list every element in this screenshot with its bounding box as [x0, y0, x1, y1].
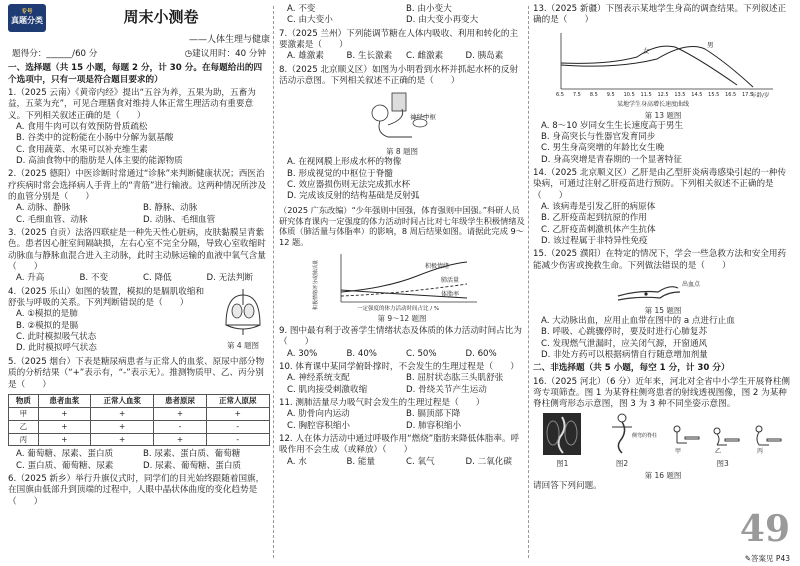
option: B. 谷类中的淀粉能在小肠中分解为氨基酸 [16, 133, 174, 144]
curved-spine-diagram [602, 413, 657, 455]
option: A. 雄激素 [287, 51, 324, 62]
figure-caption: 第 8 题图 [385, 147, 419, 157]
table-cell: 乙 [9, 420, 39, 433]
table-header-row [9, 394, 270, 407]
question-12 [279, 434, 525, 468]
question-16 [533, 377, 793, 493]
x-tick-label: 11.5 [640, 91, 652, 98]
question-14 [533, 168, 793, 247]
column-divider [528, 6, 529, 558]
question-stem: 3.（2025 自贡）法洛四联症是一种先天性心脏病，皮肤黏膜呈青紫色。患者因心脏室间隔缺损，左右心室不完全分隔，导致心室收缩时动脉血与静脉血混合进入主动脉，此时主动脉运输的血液中氧气含量（ ） [8, 228, 266, 273]
question-stem: 7.（2025 兰州）下列能调节糖在人体内吸收、利用和转化的主要激素是（ ） [279, 28, 519, 51]
series-label-positive-emotion: 积极情绪 [425, 262, 450, 270]
option: D. 胰岛素 [465, 51, 504, 62]
option: D. 身高突增是青春期的一个显著特征 [541, 154, 682, 165]
option: B. 生长激素 [346, 51, 393, 62]
column-left [8, 4, 270, 510]
question-tail: 请回答下列问题。 [533, 480, 602, 491]
reflex-arc-illustration [342, 89, 462, 145]
question-stem: 14.（2025 北京顺义区）乙肝是由乙型肝炎病毒感染引起的一种传染病，可通过注射乙肝疫苗进行预防。下列相关叙述不正确的是（ ） [533, 167, 787, 201]
option: D. 骨绕关节产生运动 [406, 384, 487, 395]
option: B. ②模拟的是膈 [16, 320, 79, 331]
x-tick-label: 16.5 [725, 91, 737, 98]
question-stem: 12. 人在体力活动中通过呼吸作用“燃烧”脂肪来降低体脂率。呼吸作用不会生成（或释放）（ ） [279, 433, 520, 456]
option: D. 完成该反射的结构基础是反射弧 [287, 191, 420, 202]
series-label-body-fat: 体脂率 [441, 290, 460, 298]
question-stem: 6.（2025 新乡）举行升旗仪式时，同学们的目光始终跟随着国旗，在国旗由低部升到顶端的过程中，人眼中晶状体曲度的变化趋势是（ ） [8, 474, 265, 507]
x-tick-label: 14.5 [691, 91, 703, 98]
question-stem: 9. 图中最有利于改善学生情绪状态及体质的体力活动时间占比为（ ） [279, 325, 522, 348]
option: C. 肌肉接受刺激收缩 [287, 384, 368, 395]
x-tick-label: 6.5 [556, 91, 564, 98]
question-10 [279, 362, 525, 396]
figure-caption: 第 9～12 题图 [377, 313, 427, 323]
question-stem: 11. 测肺活量尽力吸气时会发生的生理过程是（ ） [279, 397, 485, 408]
answer-reference: ✎答案见 P43 [744, 554, 790, 564]
question-stem: 13.（2025 新疆）下图表示某地学生身高的调查结果。下列叙述正确的是（ ） [533, 4, 787, 26]
question-11 [279, 398, 525, 432]
option: A. 葡萄糖、尿素、蛋白质 [16, 449, 114, 460]
figure-label: 图1 [556, 459, 569, 469]
table-cell: + [154, 407, 206, 420]
bleeding-point-label: 出血点 [682, 281, 701, 289]
table-cell: + [91, 407, 154, 420]
x-tick-label: 15.5 [708, 91, 720, 98]
option: C. 50% [406, 348, 437, 359]
question-stem: 10. 体育课中某同学俯卧撑时，不会发生的生理过程是（ ） [279, 361, 519, 372]
table-cell: + [38, 420, 90, 433]
table-header-cell: 患者原尿 [154, 394, 206, 407]
option: A. 神经系统支配 [287, 373, 350, 384]
option: B. 乙肝疫苗起到抗原的作用 [541, 213, 647, 224]
question-stem: 8.（2025 北京顺义区）如图为小明看到水杯并抓起水杯的反射活动示意图。下列相关叙述不正确的是（ ） [279, 64, 519, 87]
score-bar [8, 49, 270, 60]
table-cell: - [154, 420, 206, 433]
figure-label: 图2 [615, 459, 629, 469]
option: B. 屈肘状态肱三头肌舒张 [406, 373, 504, 384]
table-row [9, 407, 270, 420]
figure-caption: 第 16 题图 [644, 470, 682, 480]
option: A. 动脉、静脉 [16, 203, 71, 214]
question-stem: 16.（2025 河北）（6 分）近年来，河北对全省中小学生开展脊柱侧弯专项筛查。图 1 为某脊柱侧弯患者的射线透视图像，图 2 为某种脊柱侧弯形态示意图，图 3 为 3 种不同坐姿示意图。 [533, 376, 791, 410]
posture-label: 丙 [756, 447, 763, 455]
category-badge [8, 4, 46, 32]
option: B. 40% [346, 348, 377, 359]
question-2 [8, 169, 270, 226]
spine-label: 侧弯的脊柱 [631, 432, 657, 439]
table-cell: - [206, 420, 269, 433]
pen-icon: ✎ [744, 554, 752, 564]
chart-x-label: 一定强度的体力活动时间占比 / % [357, 305, 440, 312]
table-cell: 丙 [9, 433, 39, 446]
bleeding-leg-illustration [608, 274, 718, 304]
page-subtitle: ——人体生理与健康 [188, 35, 270, 45]
option: D. 二氧化碳 [465, 456, 512, 467]
option: A. 肋骨向内运动 [287, 409, 350, 420]
table-cell: + [38, 407, 90, 420]
option: A. 该病毒是引发乙肝的病原体 [541, 201, 656, 212]
x-tick-label: 8.5 [589, 91, 598, 98]
x-tick-label: 13.5 [674, 91, 686, 98]
table-cell: - [206, 433, 269, 446]
question-4 [8, 287, 270, 355]
option: B. 由小变大 [406, 4, 452, 14]
option: D. 肺容积缩小 [406, 420, 462, 431]
option: A. 水 [287, 456, 307, 467]
option: B. 尿素、蛋白质、葡萄糖 [143, 449, 241, 460]
option: D. 高油食物中的脂肪是人体主要的能源物质 [16, 155, 183, 166]
option: D. 无法判断 [206, 273, 253, 284]
column-divider [273, 6, 274, 558]
score-field: 题得分：______/60 分 [12, 48, 98, 59]
activity-chart-figure [279, 250, 525, 324]
page-title: 周末小测卷 [123, 8, 199, 26]
figure-label: 图3 [716, 459, 729, 469]
option: C. 食用蔬菜、水果可以补充维生素 [16, 144, 148, 155]
option: A. 30% [287, 348, 318, 359]
question-6-options [279, 4, 525, 27]
badge-main-text: 真题分类 [11, 16, 43, 26]
option: C. 此时模拟吸气状态 [16, 332, 97, 343]
option: C. 乙肝疫苗刺激机体产生抗体 [541, 224, 656, 235]
option: B. 形成视觉的中枢位于脊髓 [287, 168, 393, 179]
table-row [9, 433, 270, 446]
option: B. 静脉、动脉 [143, 203, 198, 214]
posture-label: 甲 [674, 447, 681, 455]
option: C. 发现燃气泄漏时，应关闭气源，开窗通风 [541, 338, 708, 349]
section-nonchoice-heading: 二、非选择题（共 5 小题，每空 1 分，计 30 分） [533, 363, 730, 374]
chart-title: 某地学生身高增长速度曲线 [617, 100, 690, 108]
x-axis-ticks [556, 92, 753, 98]
option: D. 尿素、葡萄糖、蛋白质 [143, 460, 242, 471]
option: C. 毛细血管、动脉 [16, 214, 88, 225]
option: C. 降低 [143, 273, 172, 284]
figure-caption: 第 15 题图 [644, 306, 682, 316]
question-7 [279, 29, 525, 63]
option: D. 由大变小再变大 [406, 15, 479, 26]
column-right [533, 4, 793, 494]
activity-effect-chart [313, 250, 487, 312]
option: D. 非处方药可以根据病情自行随意增加剂量 [541, 349, 708, 360]
option: C. 由大变小 [287, 15, 333, 26]
table-header-cell: 患者血浆 [38, 394, 90, 407]
option: A. 升高 [16, 273, 45, 284]
nerve-center-label: 神经中枢 [410, 113, 436, 122]
chart-y-label: 积极情绪评分或肺活量 [313, 259, 319, 310]
header [8, 4, 270, 32]
option: A. 不变 [287, 4, 316, 14]
section-choice-heading: 一、选择题（共 15 小题，每题 2 分，计 30 分。在每题给出的四个选项中，只有一项是符合题目要求的） [8, 63, 263, 85]
option: B. 呼吸、心跳骤停时，要及时进行心肺复苏 [541, 327, 708, 338]
question-stem: 5.（2025 烟台）下表是糖尿病患者与正常人的血浆、原尿中部分物质的分析结果（“+”表示有，“-”表示无）。推测物质甲、乙、丙分别是（ ） [8, 356, 265, 390]
table-cell: + [91, 433, 154, 446]
clock-icon: ◷ [184, 48, 193, 59]
question-stem: 2.（2025 德阳）中医诊断时常通过“诊脉”来判断健康状况；西医治疗疾病时常会选择病人手背上的“青筋”进行输液。这两种情况所涉及的血管分别是（ ） [8, 169, 267, 202]
question-13 [533, 4, 793, 166]
question-9 [279, 326, 525, 360]
option: C. 雌激素 [406, 51, 444, 62]
table-cell: 甲 [9, 407, 39, 420]
badge-top-text: 专号 [21, 9, 33, 16]
option: C. 效应器损伤则无法完成抓水杯 [287, 179, 411, 190]
question-stem: 4.（2025 乐山）如图的装置，模拟的是膈肌收缩和舒张与呼吸的关系。下列判断错误的是（ ） [8, 286, 205, 309]
option: B. 膈顶部下降 [406, 409, 461, 420]
x-axis-label: 年龄/岁 [751, 92, 770, 99]
option: C. 蛋白质、葡萄糖、尿素 [16, 460, 114, 471]
page-number-large: 49 [739, 508, 790, 551]
option: A. 8～10 岁同女生生长速度高于男生 [541, 120, 684, 131]
table-cell: + [91, 420, 154, 433]
table-row [9, 420, 270, 433]
option: C. 氧气 [406, 456, 435, 467]
table-cell: + [206, 407, 269, 420]
reading-passage: （2025 广东改编）“少年强则中国强，体育强则中国强。”科研人员研究体育课内一定强度的体力活动时间占比对七年级学生积极情绪及体质（肺活量与体脂率）的影响，8 周后结果如图。请据此完成 9～12 题。 [279, 204, 525, 248]
option: C. 男生身高突增的年龄比女生晚 [541, 143, 665, 154]
option: B. 不变 [79, 273, 109, 284]
x-tick-label: 9.5 [606, 91, 615, 98]
table-header-cell: 正常人原尿 [206, 394, 269, 407]
question-stem: 15.（2025 濮阳）在特定的情况下，学会一些急救方法和安全用药能减少伤害或挽救生命。下列做法错误的是（ ） [533, 249, 787, 271]
table-header-cell: 物质 [9, 394, 39, 407]
xray-spine-image [543, 413, 581, 455]
figure-caption: 第 4 题图 [226, 341, 260, 351]
question-3 [8, 228, 270, 285]
x-tick-label: 12.5 [657, 91, 669, 98]
series-label-female: 女 [643, 46, 650, 55]
question-6-start [8, 474, 270, 508]
question-15 [533, 249, 793, 361]
x-tick-label: 17.5 [742, 91, 754, 98]
option: A. ①模拟的是肺 [16, 309, 78, 320]
column-middle [279, 4, 525, 470]
series-label-male: 男 [707, 40, 714, 49]
time-suggestion: ◷建议用时：40 分钟 [184, 48, 266, 59]
question-1 [8, 88, 270, 167]
option: A. 大动脉出血，应用止血带在图中的 a 点进行止血 [541, 315, 735, 326]
series-label-lung-capacity: 肺活量 [441, 276, 460, 284]
posture-label: 乙 [714, 447, 721, 455]
question-8 [279, 65, 525, 203]
option: D. 60% [465, 348, 497, 359]
urine-analysis-table [8, 394, 270, 447]
question-5 [8, 357, 270, 472]
x-tick-label: 7.5 [572, 91, 581, 98]
option: D. 动脉、毛细血管 [143, 214, 216, 225]
figure-caption: 第 13 题图 [644, 110, 682, 120]
table-cell: + [154, 433, 206, 446]
table-header-cell: 正常人血浆 [91, 394, 154, 407]
table-cell: + [38, 433, 90, 446]
option: D. 此时模拟呼气状态 [16, 343, 97, 354]
option: A. 在视网膜上形成水杯的物像 [287, 157, 402, 168]
option: D. 该过程属于非特异性免疫 [541, 236, 648, 247]
option: A. 食用牛肉可以有效预防骨质疏松 [16, 121, 148, 132]
option: B. 能量 [346, 456, 376, 467]
question-stem: 1.（2025 云南）《黄帝内经》提出“五谷为养，五果为助，五畜为益，五菜为充”，可见合理膳食对维持人体正常生理活动有重要意义。下列相关叙述正确的是（ ） [8, 87, 256, 121]
height-growth-chart [547, 29, 779, 109]
bell-jar-lung-model-illustration [216, 287, 270, 337]
option: B. 身高突长与性器官发育同步 [541, 131, 656, 142]
sitting-posture-diagram [663, 423, 783, 455]
x-tick-label: 10.5 [623, 91, 635, 98]
question-16-figures [533, 413, 793, 469]
option: C. 胸腔容积缩小 [287, 420, 351, 431]
